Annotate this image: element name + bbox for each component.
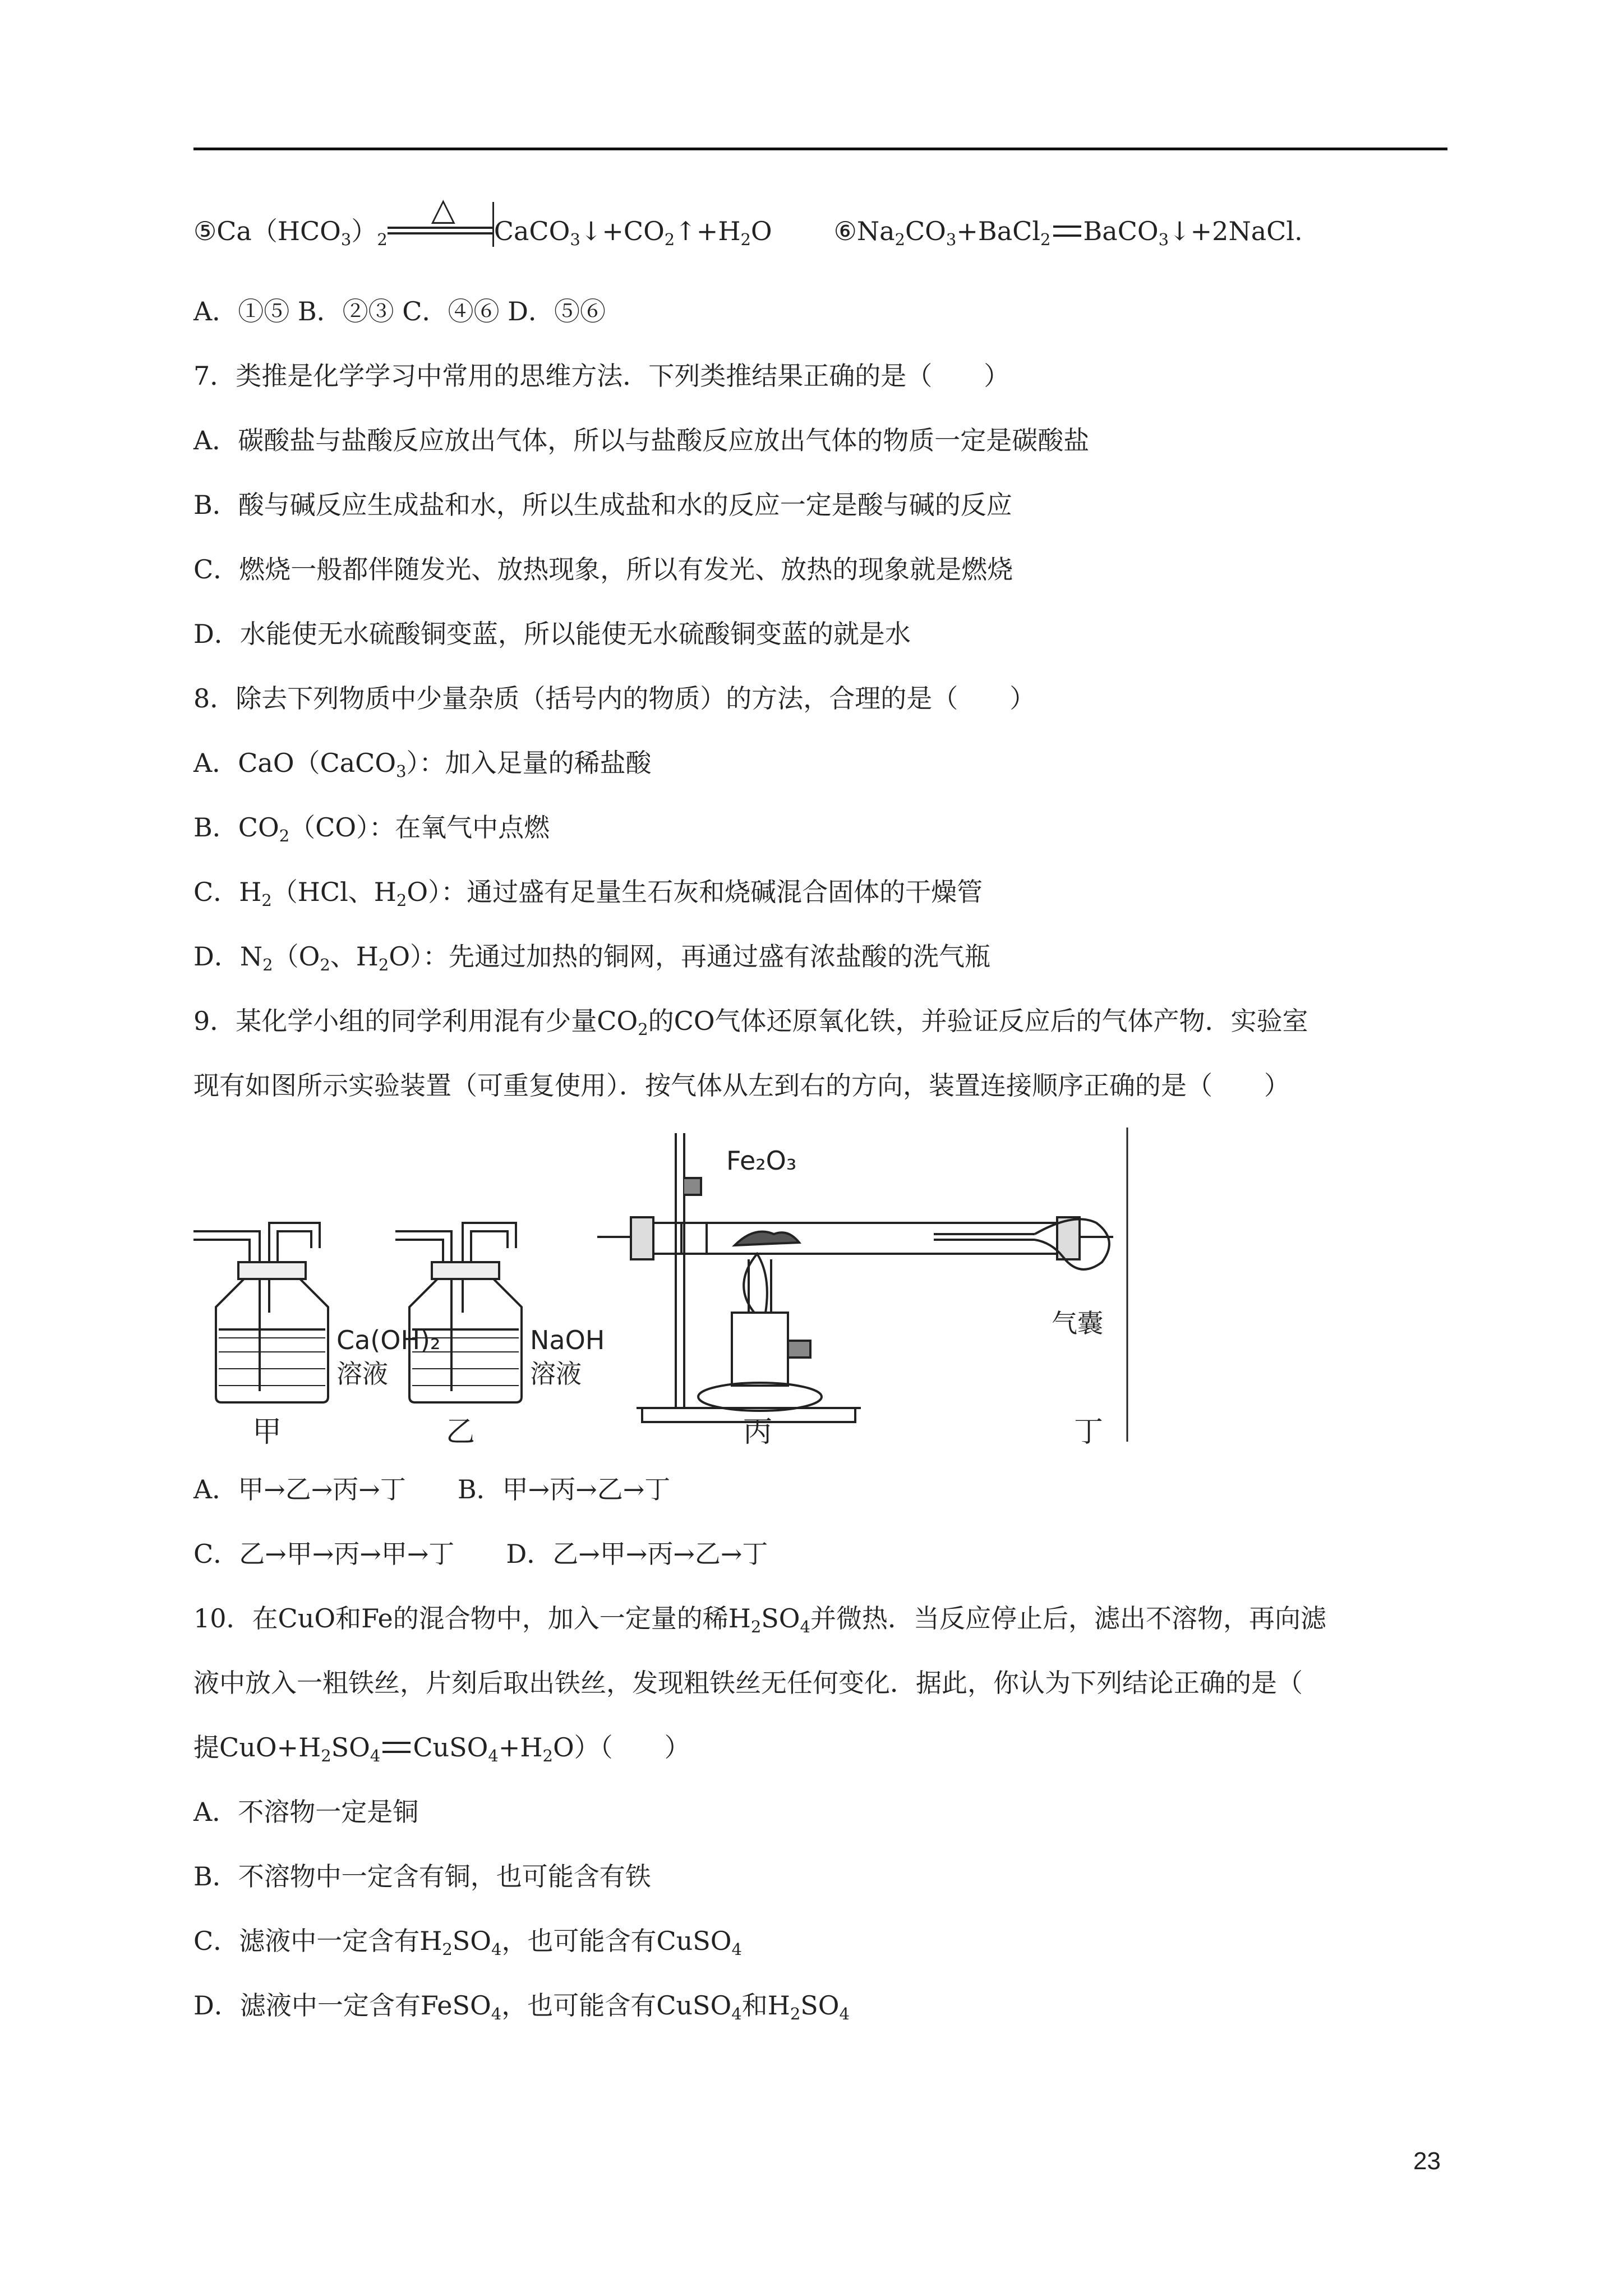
label-fe2o3: Fe₂O₃	[726, 1145, 797, 1176]
page-number: 23	[1413, 2147, 1441, 2175]
q10-option-c: C．滤液中一定含有$H_2SO_4$，也可能含有CuSO$_4$	[193, 1926, 742, 1959]
label-bing: 丙	[743, 1415, 773, 1447]
label-qinang: 气囊	[1052, 1308, 1103, 1338]
q8-option-b: B．$CO_2(CO)$：在氧气中点燃	[193, 812, 550, 845]
q10-stem-line2: 液中放入一粗铁丝，片刻后取出铁丝，发现粗铁丝无任何变化．据此，你认为下列结论正确的是（	[193, 1668, 1303, 1698]
label-rongye-2: 溶液	[530, 1359, 582, 1389]
heating-tube-bing	[597, 1133, 1113, 1422]
wash-bottle-jia	[193, 1223, 328, 1402]
q8-option-a: A．CaO（CaCO$_3$）：加入足量的稀盐酸	[193, 748, 652, 781]
q9-stem-line1: 9．某化学小组的同学利用混有少量$CO_2$的CO气体还原氧化铁，并验证反应后的气体产物．实验室	[193, 1006, 1308, 1039]
apparatus-svg	[193, 1128, 1136, 1447]
label-rongye-1: 溶液	[336, 1359, 388, 1389]
label-naoh: NaOH	[530, 1325, 605, 1355]
q9-options-ab: A．甲→乙→丙→丁 B．甲→丙→乙→丁	[193, 1474, 671, 1504]
q6-options: A．①⑤ B．②③ C．④⑥ D．⑤⑥	[193, 296, 606, 326]
q8-option-c: C．$H_2(HCl$、$H_2O$）：通过盛有足量生石灰和烧碱混合固体的干燥管	[193, 877, 983, 910]
q10-option-b: B．不溶物中一定含有铜，也可能含有铁	[193, 1861, 651, 1892]
heating-condition-sign: △	[388, 213, 494, 245]
q9-stem-line2: 现有如图所示实验装置（可重复使用）．按气体从左到右的方向，装置连接顺序正确的是（ ）	[193, 1070, 1290, 1101]
header-rule	[193, 148, 1447, 150]
q10-stem-line1: 10．在CuO和Fe的混合物中，加入一定量的稀$H_2SO_4$并微热．当反应停止后，滤出不溶物，再向滤	[193, 1603, 1326, 1636]
q8-stem: 8．除去下列物质中少量杂质（括号内的物质）的方法，合理的是（ ）	[193, 683, 1036, 714]
label-ding: 丁	[1074, 1415, 1104, 1447]
label-jia: 甲	[252, 1415, 282, 1447]
label-caoh2: Ca(OH)₂	[336, 1325, 441, 1355]
wash-bottle-yi	[395, 1223, 522, 1402]
equations-line: $⑤Ca(HCO_3)_2$ △ $CaCO_3↓+CO_2↑+H_2O$ $⑥Na_2CO_3+BaCl_2$ BaCO$_3$↓+2NaCl.	[193, 191, 1303, 249]
label-yi: 乙	[446, 1415, 476, 1447]
q7-stem: 7．类推是化学学习中常用的思维方法．下列类推结果正确的是（ ）	[193, 361, 1010, 391]
q8-option-d: D．$N_2(O_2$、$H_2O$）：先通过加热的铜网，再通过盛有浓盐酸的洗气瓶	[193, 941, 991, 974]
q9-options-cd: C．乙→甲→丙→甲→丁 D．乙→甲→丙→乙→丁	[193, 1539, 768, 1569]
q7-option-a: A．碳酸盐与盐酸反应放出气体，所以与盐酸反应放出气体的物质一定是碳酸盐	[193, 425, 1090, 455]
q7-option-b: B．酸与碱反应生成盐和水，所以生成盐和水的反应一定是酸与碱的反应	[193, 490, 1012, 520]
q7-option-c: C．燃烧一般都伴随发光、放热现象，所以有发光、放热的现象就是燃烧	[193, 554, 1013, 585]
gas-bag-ding	[934, 1219, 1109, 1269]
q10-option-a: A．不溶物一定是铜	[193, 1797, 419, 1827]
q10-option-d: D．滤液中一定含有FeSO$_4$，也可能含有CuSO$_4$和$H_2SO_4$	[193, 1990, 850, 2023]
q7-option-d: D．水能使无水硫酸铜变蓝，所以能使无水硫酸铜变蓝的就是水	[193, 619, 911, 649]
q10-stem-line3: 提$CuO+H_2SO_4$ $CuSO_4+H_2O$）（ ）	[193, 1732, 690, 1765]
apparatus-figure	[193, 1128, 1136, 1447]
